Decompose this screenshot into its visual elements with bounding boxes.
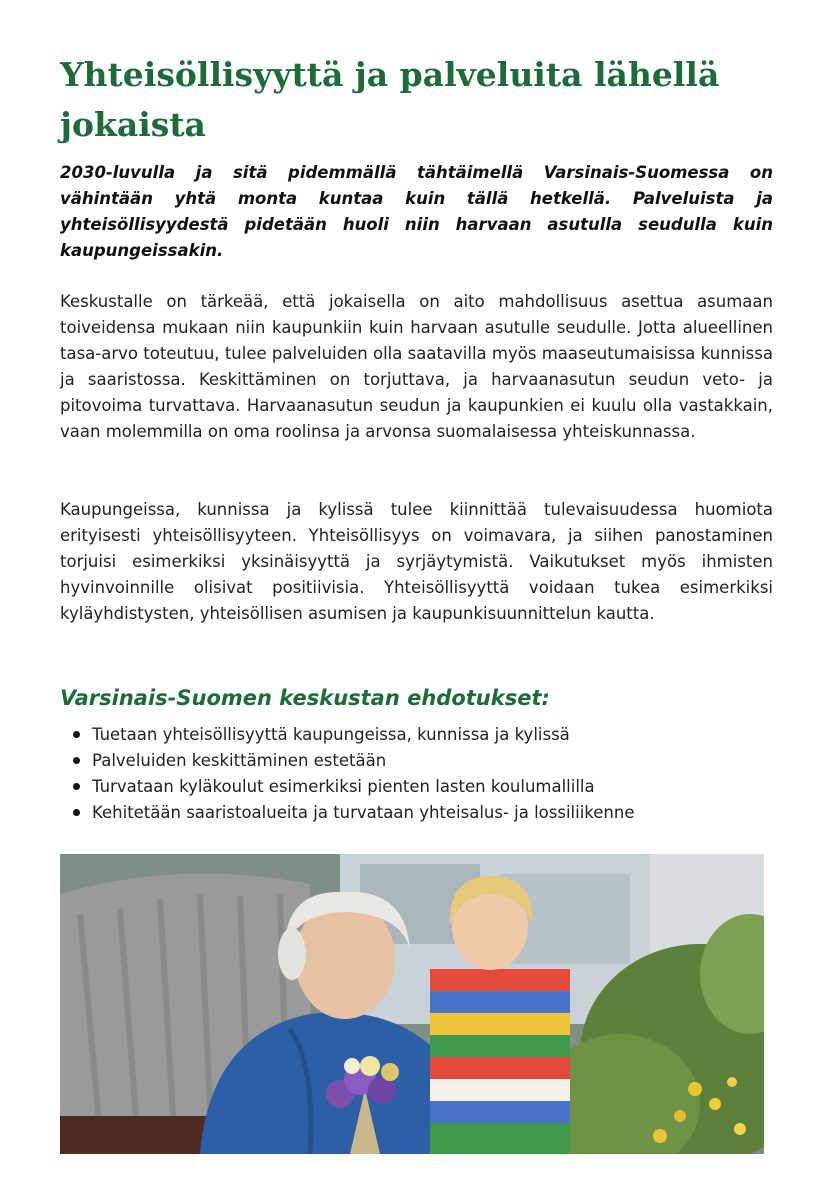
list-item-text: Turvataan kyläkoulut esimerkiksi pienten lasten koulumallilla [92,777,595,796]
bullet-icon [73,757,80,764]
list-item [60,774,773,800]
page-title: Yhteisöllisyyttä ja palveluita lähellä jokaista [60,55,720,144]
list-item [60,722,773,748]
list-item-text: Palveluiden keskittäminen estetään [92,751,387,770]
list-item [60,748,773,774]
list-item [60,800,773,826]
body-paragraph-1: Keskustalle on tärkeää, että jokaisella on aito mahdollisuus asettua asumaan toiveidensa mukaan niin kaupunkiin kuin harvaan asutulle seudulle. Jotta alueellinen tasa-arvo toteutuu, tulee palveluiden olla saatavilla myös maaseutumaisissa kunnissa ja saaristossa. Keskittäminen on torjuttava, ja harvaanasutun seudun veto- ja pitovoima turvattava. Harvaanasutun seudun ja kaupunkien ei kuulu olla vastakkain, vaan molemmilla on oma roolinsa ja arvonsa suomalaisessa yhteiskunnassa. [60,292,773,441]
bullet-icon [73,809,80,816]
proposals-list [60,722,773,826]
body-paragraph-2: Kaupungeissa, kunnissa ja kylissä tulee kiinnittää tulevaisuudessa huomiota erityisesti yhteisöllisyyteen. Yhteisöllisyys on voimavara, ja siihen panostaminen torjuisi esimerkiksi yksinäisyyttä ja syrjäytymistä. Vaikutukset myös ihmisten hyvinvoinnille olisivat positiivisia. Yhteisöllisyyttä voidaan tukea esimerkiksi kyläyhdistysten, yhteisöllisen asumisen ja kaupunkisuunnittelun kautta. [60,500,773,623]
lead-paragraph: 2030-luvulla ja sitä pidemmällä tähtäimellä Varsinais-Suomessa on vähintään yhtä monta kuntaa kuin tällä hetkellä. Palveluista ja yhteisöllisyydestä pidetään huoli niin harvaan asutulla seudulla kuin kaupungeissakin. [60,163,773,260]
bullet-icon [73,783,80,790]
bullet-icon [73,731,80,738]
list-item-text: Tuetaan yhteisöllisyyttä kaupungeissa, kunnissa ja kylissä [92,725,570,744]
list-item-text: Kehitetään saaristoalueita ja turvataan yhteisalus- ja lossiliikenne [92,803,635,822]
proposals-heading: Varsinais-Suomen keskustan ehdotukset: [60,686,550,710]
photo-elderly-woman-and-boy [60,854,764,1154]
photo-illustration [60,854,764,1154]
